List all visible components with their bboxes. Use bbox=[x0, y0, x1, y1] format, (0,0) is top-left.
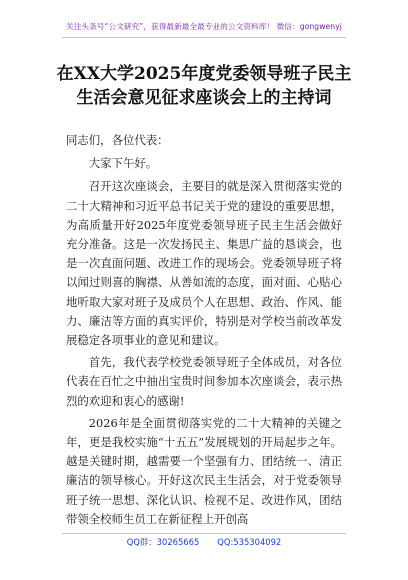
title-line-2: 生活会意见征求座谈会上的主持词 bbox=[76, 88, 332, 108]
paragraph-thanks: 首先，我代表学校党委领导班子全体成员，对各位代表在百忙之中抽出宝贵时间参加本次座谈会，表示热烈的欢迎和衷心的感谢! bbox=[66, 355, 342, 408]
paragraph-purpose: 召开这次座谈会，主要目的就是深入贯彻落实党的二十大精神和习近平总书记关于党的建设的重要思想，为高质量开好2025年度党委领导班子民主生活会做好充分准备。这是一次发扬民主、集思广益的恳谈会，也是一次直面问题、改进工作的现场会。党委领导班子将以闻过则喜的胸襟、从善如流的态度，面对面、心贴心地听取大家对班子及成员个人在思想、政治、作风、能力、廉洁等方面的真实评价，特别是对学校当前改革发展稳定各项事业的意见和建议。 bbox=[66, 179, 342, 348]
qq-contact-number: QQ:535304092 bbox=[217, 537, 282, 547]
title-line-1: 在XX大学2025年度党委领导班子民主 bbox=[56, 64, 352, 84]
top-divider bbox=[62, 37, 346, 38]
paragraph-context: 2026年是全面贯彻落实党的二十大精神的关键之年，更是我校实施“十五五”发展规划的开局起步之年。越是关键时期，越需要一个坚强有力、团结统一、清正廉洁的领导核心。开好这次民主生活会，对于党委领导班子统一思想、深化认识、检视不足、改进作风，团结带领全校师生员工在新征程上开创高 bbox=[66, 415, 342, 526]
document-title bbox=[40, 62, 368, 110]
qq-group-number: QQ群：30265665 bbox=[126, 537, 200, 547]
salutation: 同志们，各位代表： bbox=[66, 133, 169, 147]
document-body bbox=[66, 131, 342, 529]
top-banner: 关注头条号“公文研究”，获得最新最全最专业的公文资料库！ 微信：gongwenyj bbox=[66, 22, 342, 31]
greeting: 大家下午好。 bbox=[88, 156, 158, 171]
bottom-divider bbox=[62, 533, 346, 534]
bottom-banner bbox=[0, 536, 408, 548]
